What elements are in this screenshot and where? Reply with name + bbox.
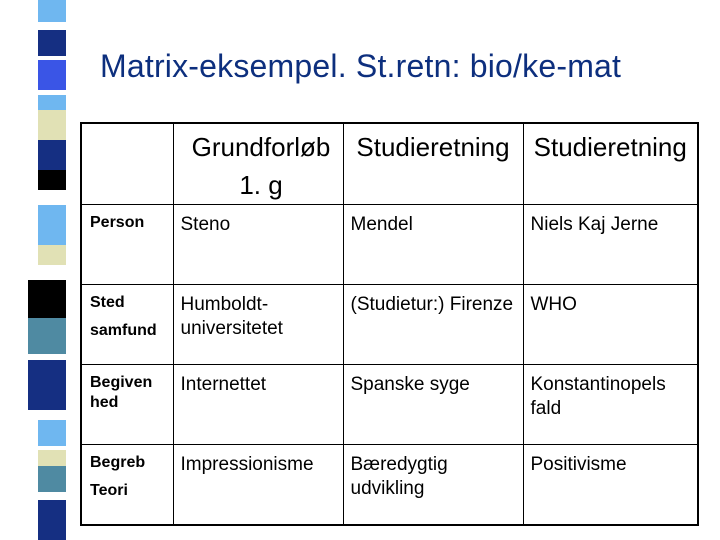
header-cell-studieretning-2: Studieretning [523,123,698,205]
table-cell: Konstantinopels fald [523,365,698,445]
decorative-stripe [0,0,66,540]
row-label: Person [81,205,173,285]
table-cell: Bæredygtig udvikling [343,445,523,525]
row-label: Begiven hed [81,365,173,445]
slide-title: Matrix-eksempel. St.retn: bio/ke-mat [100,48,622,84]
header-cell-grundforloeb: Grundforløb 1. g [173,123,343,205]
table-row [81,285,698,365]
table-row [81,445,698,525]
header-cell-studieretning-1: Studieretning [343,123,523,205]
header-cell-empty [81,123,173,205]
table-cell: Humboldt-universitetet [173,285,343,365]
table-cell: WHO [523,285,698,365]
table-cell: Impressionisme [173,445,343,525]
table-cell: Positivisme [523,445,698,525]
table-row [81,365,698,445]
table-cell: Internettet [173,365,343,445]
row-label: Sted samfund [81,285,173,365]
table-cell: Mendel [343,205,523,285]
table-row [81,205,698,285]
row-label: Begreb Teori [81,445,173,525]
table-cell: Niels Kaj Jerne [523,205,698,285]
table-header-row [81,123,698,205]
table-cell: Spanske syge [343,365,523,445]
matrix-table [80,122,699,526]
table-cell: Steno [173,205,343,285]
table-cell: (Studietur:) Firenze [343,285,523,365]
